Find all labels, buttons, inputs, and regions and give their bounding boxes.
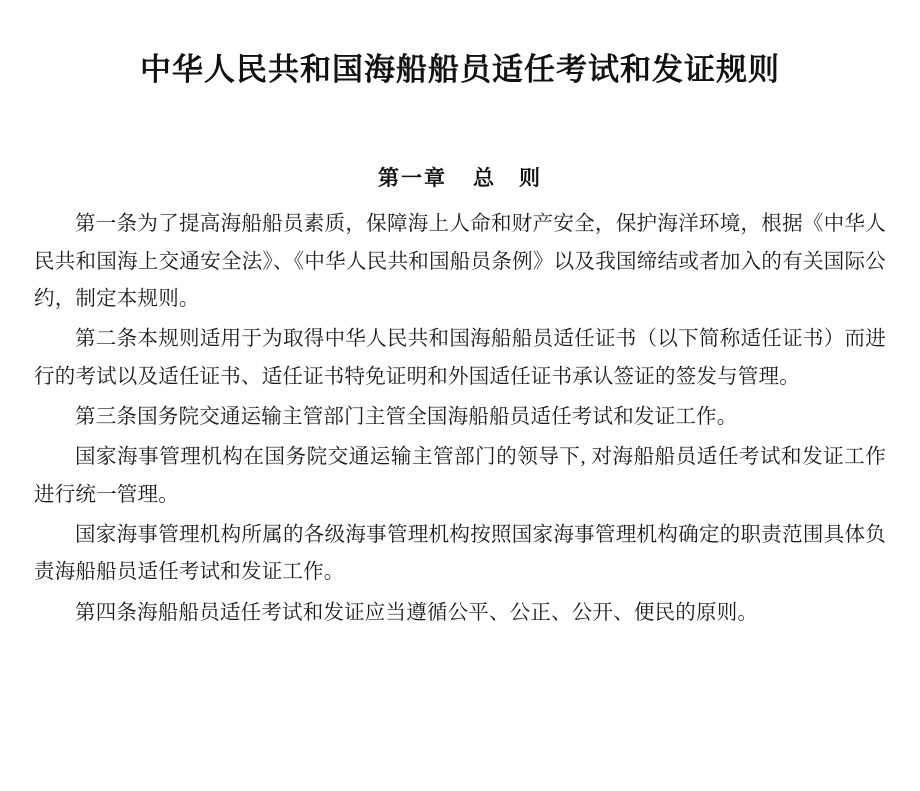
- chapter-number: 第一章: [378, 166, 447, 191]
- paragraph: 第二条本规则适用于为取得中华人民共和国海船船员适任证书（以下简称适任证书）而进行的考试以及适任证书、适任证书特免证明和外国适任证书承认签证的签发与管理。: [34, 328, 886, 388]
- document-body: [24, 198, 896, 632]
- paragraph: 第四条海船船员适任考试和发证应当遵循公平、公正、公开、便民的原则。: [75, 601, 759, 624]
- chapter-name: 总 则: [473, 166, 542, 191]
- paragraph: 第一条为了提高海船船员素质，保障海上人命和财产安全，保护海洋环境，根据《中华人民共和国海上交通安全法》、《中华人民共和国船员条例》以及我国缔结或者加入的有关国际公约，制定本规则。: [34, 213, 886, 310]
- paragraph: 国家海事管理机构在国务院交通运输主管部门的领导下, 对海船船员适任考试和发证工作进行统一管理。: [34, 446, 886, 506]
- paragraph: 第三条国务院交通运输主管部门主管全国海船船员适任考试和发证工作。: [75, 405, 738, 428]
- paragraph: 国家海事管理机构所属的各级海事管理机构按照国家海事管理机构确定的职责范围具体负责海船船员适任考试和发证工作。: [34, 523, 886, 584]
- document-title: 中华人民共和国海船船员适任考试和发证规则: [140, 52, 780, 87]
- chapter-heading: [24, 90, 896, 198]
